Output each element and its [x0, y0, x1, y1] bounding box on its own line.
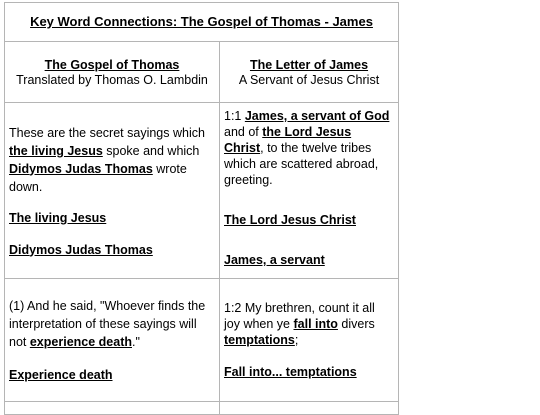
column-header-james	[220, 42, 399, 103]
text-segment: (1) And he said, "Whoever finds the interpretation of these sayings will not	[9, 299, 206, 349]
keyword-label: The living Jesus	[9, 210, 107, 225]
table-title: Key Word Connections: The Gospel of Thomas - James	[30, 14, 373, 29]
next-row-cell	[220, 402, 399, 415]
text-segment: , to the twelve tribes which are scattered abroad, greeting.	[224, 141, 379, 187]
connections-table	[4, 2, 399, 415]
text-segment: spoke and which	[102, 143, 200, 158]
keyword-highlight: Didymos Judas Thomas	[9, 161, 153, 176]
keyword-highlight: experience death	[29, 335, 132, 349]
document	[4, 2, 398, 415]
column-subheading: Translated by Thomas O. Lambdin	[16, 72, 208, 87]
thomas-passage-cell	[5, 279, 220, 402]
keyword-label: Fall into... temptations	[224, 365, 357, 379]
text-segment: wrote down.	[9, 161, 187, 194]
text-segment: and of	[224, 125, 263, 139]
james-passage-cell	[220, 279, 399, 402]
keyword-label: Experience death	[9, 368, 113, 382]
james-passage-text	[224, 300, 394, 348]
column-subheading: A Servant of Jesus Christ	[238, 72, 380, 87]
text-segment: 1:2 My brethren, count it all joy when ye	[224, 301, 375, 331]
table-title-cell	[5, 3, 399, 42]
thomas-passage-text	[9, 124, 215, 196]
column-heading: The Letter of James	[249, 57, 369, 72]
next-row-cell	[5, 402, 220, 415]
text-segment: 1:1	[224, 109, 245, 123]
keyword-highlight: temptations	[224, 333, 295, 347]
keyword-highlight: fall into	[293, 317, 338, 331]
keyword-highlight: the living Jesus	[9, 143, 103, 158]
text-segment: ;	[294, 333, 299, 347]
keyword-highlight: the Lord Jesus Christ	[224, 125, 352, 155]
text-segment: divers	[337, 317, 375, 331]
keyword-label: James, a servant	[224, 253, 325, 267]
keyword-label: Didymos Judas Thomas	[9, 242, 153, 257]
thomas-passage-cell	[5, 103, 220, 279]
text-segment: These are the secret sayings which	[9, 125, 205, 140]
thomas-passage-text	[9, 297, 215, 351]
column-header-thomas	[5, 42, 220, 103]
james-passage-text	[224, 108, 394, 188]
james-passage-cell	[220, 103, 399, 279]
keyword-highlight: James, a servant of God	[244, 109, 390, 123]
keyword-label: The Lord Jesus Christ	[224, 213, 356, 227]
text-segment: ."	[132, 335, 140, 349]
column-heading: The Gospel of Thomas	[44, 57, 180, 72]
